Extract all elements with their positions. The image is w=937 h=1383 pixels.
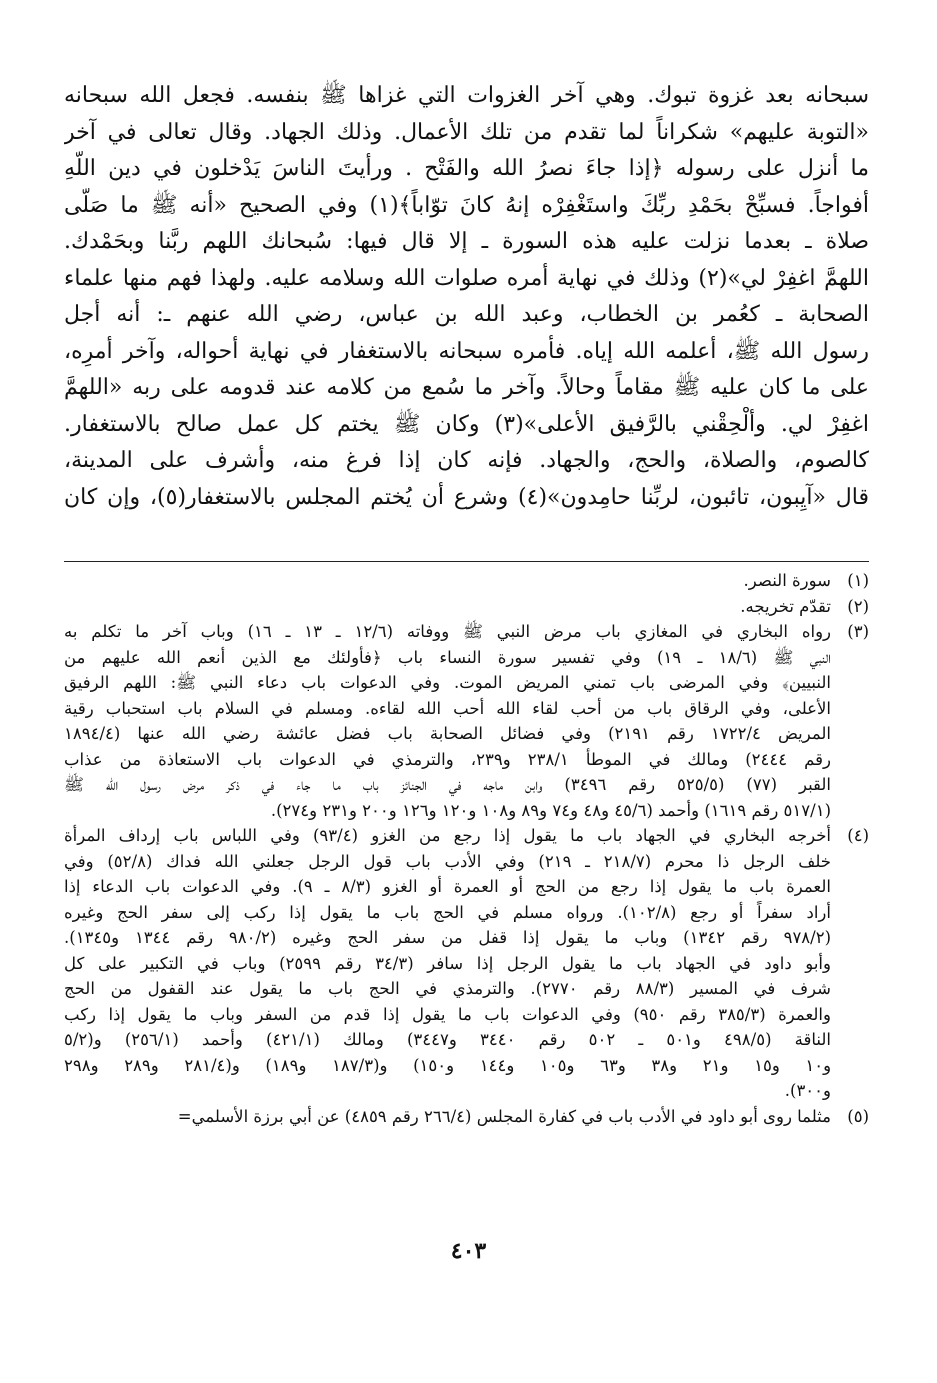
footnote-text: الأعلى، وفي الرقاق باب من أحب لقاء الله أحب الله لقاءه. ومسلم في السلام باب استحباب رقية — [64, 698, 831, 718]
footnote-text: سورة النصر. — [743, 571, 831, 590]
footnote-line — [64, 849, 869, 875]
footnote-text: والعمرة (٣٨٥/٣ رقم ٩٥٠) وفي الدعوات باب ما يقول إذا قدم من السفر وباب ما يقول إذا ركب — [64, 1004, 831, 1024]
footnote-line — [64, 1002, 869, 1028]
footnote-text: (٩٧٨/٢ رقم ١٣٤٢) وباب ما يقول إذا قفل من سفر الحج وغيره (٩٨٠/٢ رقم ١٣٤٤ و١٣٤٥). — [64, 928, 832, 947]
footnote-text: شرف في المسير (٨٨/٣ رقم ٢٧٧٠). والترمذي في الحج باب ما يقول عند القفول من الحج — [64, 979, 831, 998]
footnote-text: أراد سفراً أو رجع (١٠٢/٨). ورواه مسلم في الحج باب ما يقول إذا ركب إلى سفر الحج وغيره — [64, 902, 831, 922]
footnote-text: مثلما روى أبو داود في الأدب باب في كفارة المجلس (٢٦٦/٤ رقم ٤٨٥٩) عن أبي برزة الأسلمي= — [177, 1106, 831, 1126]
footnote-text: النبي ﷺ (١٨/٦ ـ ١٩) وفي تفسير سورة النساء باب ﴿فأولئك مع الذين أنعم الله عليهم من — [64, 647, 831, 667]
main-text-line: رسول الله ﷺ، أعلمه الله إياه. فأمره سبحانه بالاستغفار في نهاية أحواله، وآخر أمرِه، — [64, 338, 869, 364]
footnote-text: رقم ٢٤٤٤) ومالك في الموطأ ٢٣٨/١ و٢٣٩، والترمذي في الدعوات باب الاستعاذة من عذاب — [64, 749, 831, 769]
footnote-text: و١٠ و١٥ و٢١ و٣٨ و٦٣ و١٠٥ و١٤٤ و١٥٠) و(١٨٧/٣ و١٨٩) و(٢٨١/٤ و٢٨٩ و٢٩٨ — [64, 1055, 832, 1075]
footnote-line — [64, 976, 869, 1002]
footnote-line — [64, 568, 869, 594]
footnote-text: وأبو داود في الجهاد باب ما يقول الرجل إذا سافر (٣٤/٣ رقم ٢٥٩٩) وباب في التكبير على كل — [64, 953, 831, 973]
footnote-number: (٤) — [847, 826, 869, 845]
footnote-text: رواه البخاري في المغازي باب مرض النبي ﷺ ووفاته (١٢/٦ ـ ١٣ ـ ١٦) وباب آخر ما تكلم به — [64, 622, 832, 641]
footnote-line — [64, 1027, 869, 1053]
main-text — [64, 78, 869, 516]
main-text-line: على ما كان عليه ﷺ مقاماً وحالاً. وآخر ما سُمع من كلامه عند قدومه على ربه «اللهمَّ — [64, 375, 869, 400]
footnotes — [64, 568, 869, 1129]
footnote-text: النبيين﴾ وفي المرضى باب تمني المريض الموت. وفي الدعوات باب دعاء النبي ﷺ: اللهم الرفيق — [64, 673, 831, 692]
footnote-separator — [64, 561, 869, 562]
footnote-line — [64, 747, 869, 773]
footnote-line — [64, 1104, 869, 1130]
footnote-number: (٣) — [847, 622, 869, 641]
footnote-line — [64, 1053, 869, 1079]
main-text-line: قال «آيِبون، تائبون، لربِّنا حامِدون»(٤) وشرع أن يُختم المجلس بالاستغفار(٥)، وإن كان — [64, 484, 869, 510]
footnote — [64, 823, 869, 1104]
footnote-text: (٥١٧/١ رقم ١٦١٩) وأحمد (٤٥/٦ و٤٨ و٧٤ و٨٩ و١٠٨ و١٢٠ و١٢٦ و٢٠٠ و٢٣١ و٢٧٤). — [270, 800, 831, 820]
footnote-number: (١) — [847, 571, 869, 590]
footnote — [64, 619, 869, 823]
footnote-line — [64, 925, 869, 951]
main-text-line: الصحابة ـ كعُمر بن الخطاب، وعبد الله بن عباس، رضي الله عنهم ـ: أنه أجل — [64, 302, 869, 327]
footnote-line — [64, 594, 869, 620]
footnote-line — [64, 696, 869, 722]
footnote-line — [64, 823, 869, 849]
footnote-text: خلف الرجل ذا محرم (٢١٨/٧ ـ ٢١٩) وفي الأدب باب قول الرجل جعلني الله فداك (٥٢/٨) وفي — [64, 851, 831, 871]
main-text-line: صلاة ـ بعدما نزلت عليه هذه السورة ـ إلا قال فيها: سُبحانك اللهم ربَّنا وبحَمْدك. — [64, 229, 869, 254]
main-text-line: سبحانه بعد غزوة تبوك. وهي آخر الغزوات التي غزاها ﷺ بنفسه. فجعل الله سبحانه — [64, 83, 869, 108]
main-text-line: ما أنزل على رسوله ﴿إذا جاءَ نصرُ الله والفَتْح . ورأيتَ الناسَ يَدْخلون في دين اللّهِ — [64, 156, 869, 181]
footnote — [64, 568, 869, 594]
main-text-line: أفواجاً. فسبِّحْ بحَمْدِ ربِّكَ واستَغْفِرْه إنهُ كانَ توّاباً﴾(١) وفي الصحيح «أنه ﷺ ما صَلَّى — [64, 192, 869, 218]
footnote-number: (٢) — [847, 596, 869, 616]
footnote-number: (٥) — [847, 1106, 869, 1126]
footnote-line — [64, 670, 869, 696]
footnote — [64, 594, 869, 620]
footnote-line — [64, 900, 869, 926]
footnote-text: المريض ١٧٢٢/٤ رقم ٢١٩١) وفي فضائل الصحابة باب فضل عائشة رضي الله عنها (١٨٩٤/٤ — [64, 724, 832, 743]
footnote-line — [64, 874, 869, 900]
footnote-text: و٣٠٠). — [784, 1081, 831, 1100]
footnote-line — [64, 619, 869, 645]
footnote — [64, 1104, 869, 1130]
footnote-line — [64, 772, 869, 798]
main-text-line: كالصوم، والصلاة، والحج، والجهاد. فإنه كان إذا فرغ منه، وأشرف على المدينة، — [64, 448, 869, 473]
footnote-line — [64, 798, 869, 824]
footnote-line — [64, 645, 869, 671]
main-text-line: اللهمَّ اغفِرْ لي»(٢) وذلك في نهاية أمره صلوات الله وسلامه عليه. ولهذا فهم منها علماء — [64, 265, 869, 291]
footnote-line — [64, 721, 869, 747]
page-number: ٤٠٣ — [450, 1238, 487, 1264]
footnote-text: العمرة باب ما يقول إذا رجع من الحج أو العمرة أو الغزو (٨/٣ ـ ٩). وفي الدعوات باب الدعاء إذا — [64, 877, 831, 896]
footnote-line — [64, 951, 869, 977]
main-text-line: اغفِرْ لي. وألْحِقْني بالرَّفيق الأعلى»(٣) وكان ﷺ يختم كل عمل صالح بالاستغفار. — [64, 411, 869, 437]
footnote-text: الناقة (٤٩٨/٥ و٥٠١ ـ ٥٠٢ رقم ٣٤٤٠ و٣٤٤٧) ومالك (٤٢١/١) وأحمد (٢٥٦/١) و(٥/٢ — [64, 1030, 832, 1049]
footnote-line — [64, 1078, 869, 1104]
footnote-text: القبر (٧٧) (٥٢٥/٥ رقم ٣٤٩٦) وابن ماجه في الجنائز باب ما جاء في ذكر مرض رسول الله ﷺ — [64, 775, 832, 794]
footnote-text: تقدّم تخريجه. — [740, 596, 831, 616]
footnote-text: أخرجه البخاري في الجهاد باب ما يقول إذا رجع من الغزو (٩٣/٤) وفي اللباس باب إرداف المرأة — [64, 826, 831, 845]
main-text-line: «التوبة عليهم» شكراناً لما تقدم من تلك الأعمال. وذلك الجهاد. وقال تعالى في آخر — [64, 119, 869, 145]
